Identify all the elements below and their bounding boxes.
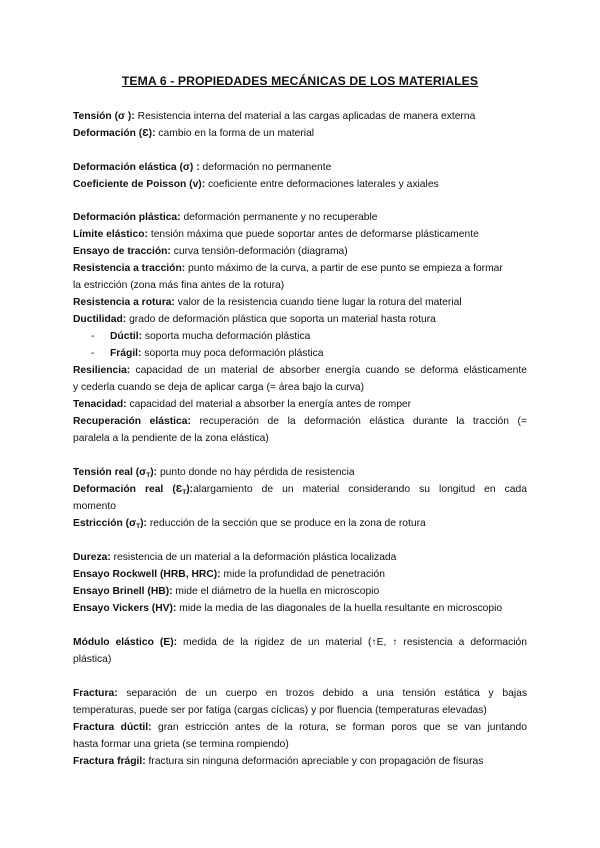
term: Fractura dúctil: [73,722,152,733]
term: Ensayo de tracción: [73,246,171,257]
definition-deformacion-real [73,484,527,499]
term: Deformación elástica (σ) : [73,162,200,173]
definition-limite-elastico [73,229,527,241]
definition-resistencia-traccion [73,263,527,275]
subscript: T [182,489,187,496]
term-close: ): [186,484,194,495]
term: Ductilidad: [73,314,127,325]
subscript: T [146,472,151,479]
definition-text: alargamiento de un material considerando su longitud en cada [193,484,527,495]
definition-ductilidad [73,314,527,326]
page-title: TEMA 6 - PROPIEDADES MECÁNICAS DE LOS MATERIALES [121,74,479,88]
list-item-ductil [110,331,310,343]
term: Recuperación elástica: [73,416,191,427]
definition-text: coeficiente entre deformaciones laterales y axiales [205,179,439,190]
term: Tensión (σ ): [73,111,135,122]
bullet-dash: - [91,348,95,359]
definition-text: soporta mucha deformación plástica [142,331,311,342]
term: Ensayo Vickers (HV): [73,603,177,614]
definition-resistencia-traccion-cont: la estricción (zona más fina antes de la rotura) [73,280,285,291]
term-text: Tensión real (σ [73,467,147,478]
definition-resistencia-rotura [73,297,527,309]
definition-text: curva tensión-deformación (diagrama) [170,246,348,257]
definition-text: medida de la rigidez de un material (↑E, ↑ resistencia a deformación [177,637,527,648]
definition-poisson [73,179,527,191]
definition-fractura-ductil-cont: hasta formar una grieta (se termina rompiendo) [73,739,289,750]
definition-text: valor de la resistencia cuando tiene lugar la rotura del material [174,297,462,308]
term: Frágil: [110,348,142,359]
term: Resistencia a rotura: [73,297,175,308]
definition-ensayo-vickers [73,603,527,615]
term-text: Deformación real (Ɛ [73,484,183,495]
term: Resiliencia: [73,365,131,376]
subscript: T [136,523,141,530]
definition-text: grado de deformación plástica que soporta un material hasta rotura [126,314,436,325]
term: Tenacidad: [73,399,127,410]
definition-text: mide la media de las diagonales de la huella resultante en microscopio [176,603,503,614]
definition-tension [73,111,527,123]
term: Deformación plástica: [73,212,181,223]
definition-deformacion-elastica [73,162,527,174]
definition-fractura [73,688,527,700]
definition-text: mide la profundidad de penetración [220,569,385,580]
definition-fractura-ductil [73,722,527,734]
definition-text: cambio en la forma de un material [155,128,315,139]
definition-fractura-fragil [73,756,527,768]
definition-modulo-elastico [73,637,527,649]
term [73,484,193,495]
definition-text: capacidad del material a absorber la energía antes de romper [126,399,412,410]
definition-estriccion [73,518,527,533]
definition-tension-real [73,467,527,482]
term: Dureza: [73,552,111,563]
term [73,518,147,529]
term-close: ): [140,518,147,529]
definition-text: fractura sin ninguna deformación apreciable y con propagación de fisuras [145,756,484,767]
definition-text: mide el diámetro de la huella en microscopio [172,586,380,597]
definition-text: punto donde no hay pérdida de resistencia [157,467,355,478]
bullet-dash: - [91,331,95,342]
definition-deformacion [73,128,527,140]
definition-text: reducción de la sección que se produce en la zona de rotura [146,518,426,529]
definition-tenacidad [73,399,527,411]
definition-text: capacidad de un material de absorber energía cuando se deforma elásticamente [130,365,527,376]
term-text: Estricción (σ [73,518,137,529]
term: Fractura: [73,688,118,699]
definition-deformacion-real-cont: momento [73,501,116,512]
definition-ensayo-rockwell [73,569,527,581]
definition-resiliencia [73,365,527,377]
term: Fractura frágil: [73,756,146,767]
term: Módulo elástico (E): [73,637,178,648]
term: Deformación (Ɛ): [73,128,156,139]
definition-text: tensión máxima que puede soportar antes de deformarse plásticamente [147,229,479,240]
definition-ensayo-traccion [73,246,527,258]
definition-text: resistencia de un material a la deformación plástica localizada [110,552,397,563]
definition-recuperacion-elastica [73,416,527,428]
term: Dúctil: [110,331,143,342]
definition-fractura-cont: temperaturas, puede ser por fatiga (cargas cíclicas) y por fluencia (temperaturas elevadas) [73,705,487,716]
definition-dureza [73,552,527,564]
term: Ensayo Brinell (HB): [73,586,173,597]
term: Ensayo Rockwell (HRB, HRC): [73,569,221,580]
definition-resiliencia-cont: y cederla cuando se deja de aplicar carga (= área bajo la curva) [73,382,365,393]
definition-text: soporta muy poca deformación plástica [141,348,324,359]
definition-text: separación de un cuerpo en trozos debido a una tensión estática y bajas [117,688,527,699]
definition-recuperacion-elastica-cont: paralela a la pendiente de la zona elástica) [73,433,269,444]
definition-modulo-elastico-cont: plástica) [73,654,112,665]
term [73,467,157,478]
definition-ensayo-brinell [73,586,527,598]
term: Límite elástico: [73,229,148,240]
definition-text: punto máximo de la curva, a partir de ese punto se empieza a formar [185,263,503,274]
definition-text: gran estricción antes de la rotura, se forman poros que se van juntando [151,722,527,733]
definition-text: deformación no permanente [199,162,332,173]
term: Resistencia a tracción: [73,263,186,274]
definition-text: deformación permanente y no recuperable [180,212,378,223]
term: Coeficiente de Poisson (v): [73,179,206,190]
definition-deformacion-plastica [73,212,527,224]
term-close: ): [150,467,158,478]
list-item-fragil [110,348,323,360]
definition-text: recuperación de la deformación elástica durante la tracción (= [190,416,528,427]
definition-text: Resistencia interna del material a las cargas aplicadas de manera externa [134,111,476,122]
